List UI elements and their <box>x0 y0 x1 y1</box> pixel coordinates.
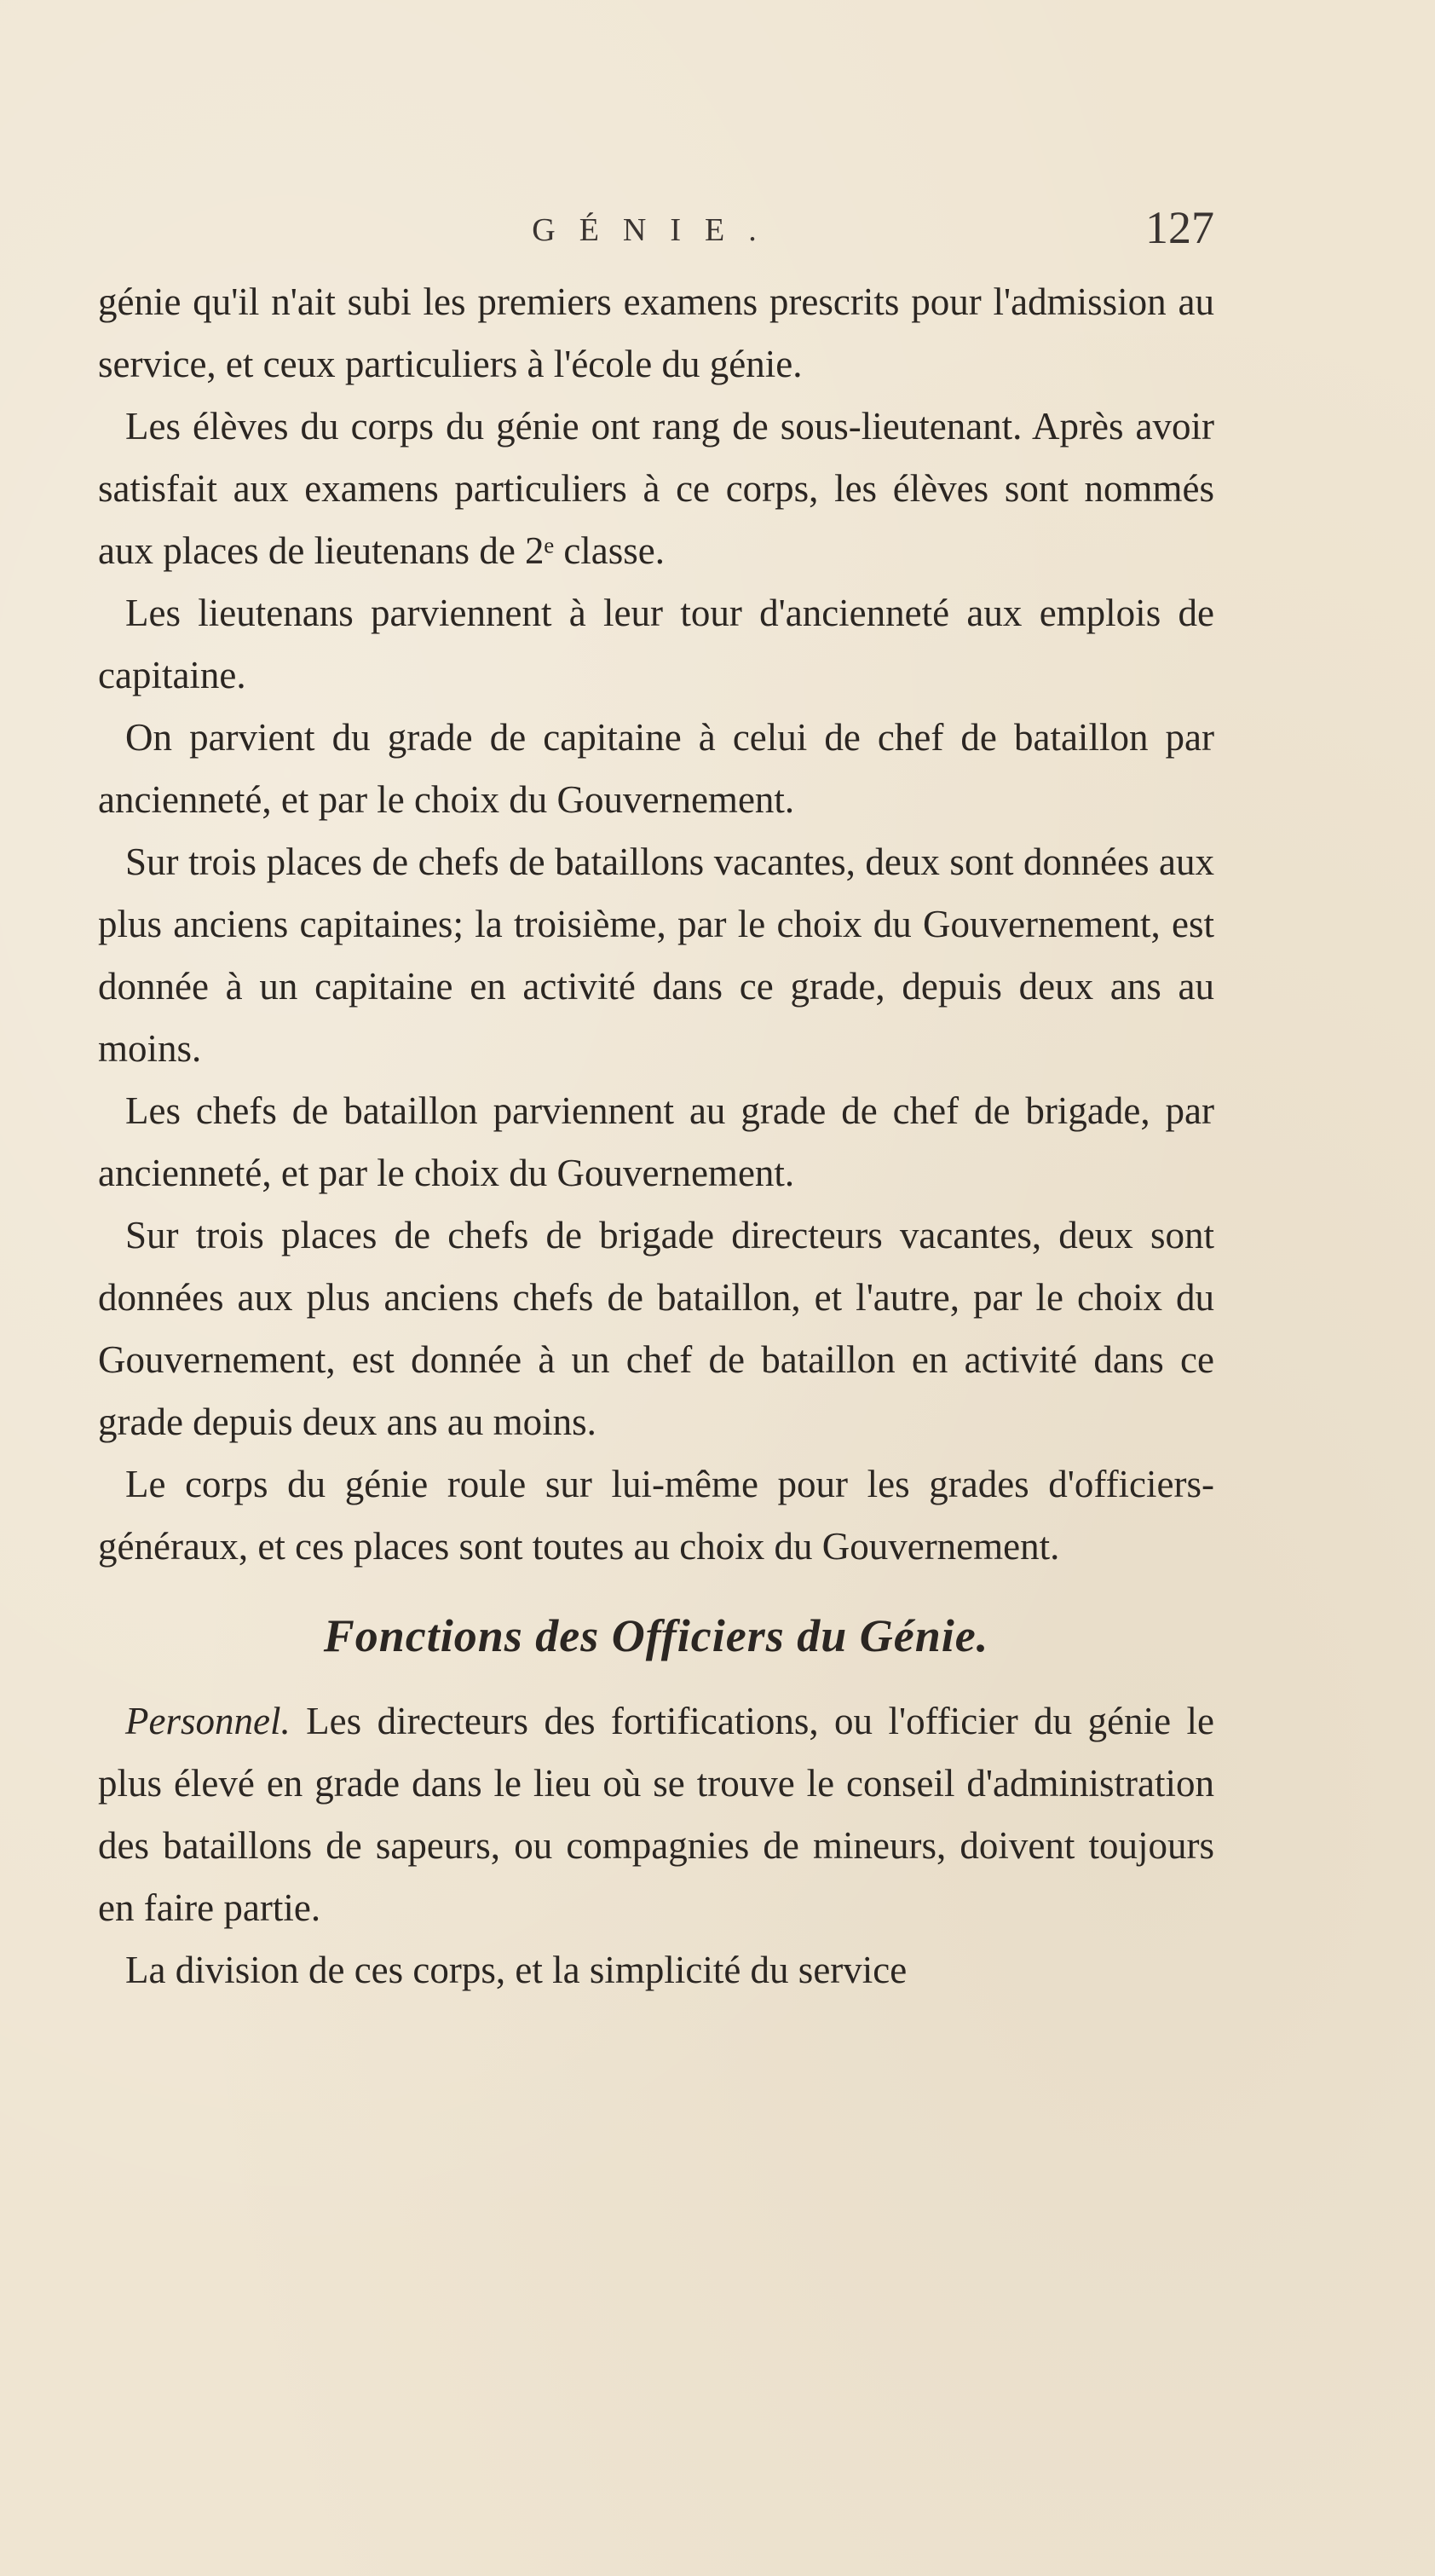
paragraph-places-brigade: Sur trois places de chefs de brigade directeurs vacantes, deux sont données aux plus anciens chefs de bataillon, et l'autre, par le choix du Gouvernement, est donnée à un chef de bataillon en activité dans ce grade depuis deux ans au moins. <box>98 1214 1214 1443</box>
paragraph-chef-bataillon: On parvient du grade de capitaine à celui de chef de bataillon par ancienneté, et par le choix du Gouvernement. <box>98 716 1214 821</box>
paragraph-chef-brigade: Les chefs de bataillon parviennent au grade de chef de brigade, par ancienneté, et par le choix du Gouvernement. <box>98 1089 1214 1194</box>
running-title: GÉNIE. <box>532 212 781 248</box>
running-head <box>98 202 1214 271</box>
section-heading: Fonctions des Officiers du Génie. <box>323 1610 989 1661</box>
paragraph-lieutenans: Les lieutenans parviennent à leur tour d'ancienneté aux emplois de capitaine. <box>98 592 1214 696</box>
paragraph-eleves-rank: Les élèves du corps du génie ont rang de sous-lieutenant. Après avoir satisfait aux examens particuliers à ce corps, les élèves sont nommés aux places de lieutenans de 2ᵉ classe. <box>98 405 1214 572</box>
paragraph-lead: Personnel. <box>125 1700 291 1742</box>
page-number: 127 <box>1145 202 1214 253</box>
paragraph-officiers-generaux: Le corps du génie roule sur lui-même pour les grades d'officiers-généraux, et ces places sont toutes au choix du Gouvernement. <box>98 1463 1214 1568</box>
paragraph-personnel <box>98 1690 1214 1939</box>
paragraph-text: Les directeurs des fortifications, ou l'officier du génie le plus élevé en grade dans le lieu où se trouve le conseil d'administration des bataillons de sapeurs, ou compagnies de mineurs, doivent toujours en faire partie. <box>98 1700 1214 1929</box>
paragraph-division: La division de ces corps, et la simplicité du service <box>125 1949 908 1991</box>
paragraph-places-bataillons: Sur trois places de chefs de bataillons vacantes, deux sont données aux plus anciens capitaines; la troisième, par le choix du Gouvernement, est donnée à un capitaine en activité dans ce grade, depuis deux ans au moins. <box>98 840 1214 1070</box>
body-text <box>98 271 1214 2001</box>
paragraph-continuation: génie qu'il n'ait subi les premiers examens prescrits pour l'admission au service, et ceux particuliers à l'école du génie. <box>98 280 1214 385</box>
